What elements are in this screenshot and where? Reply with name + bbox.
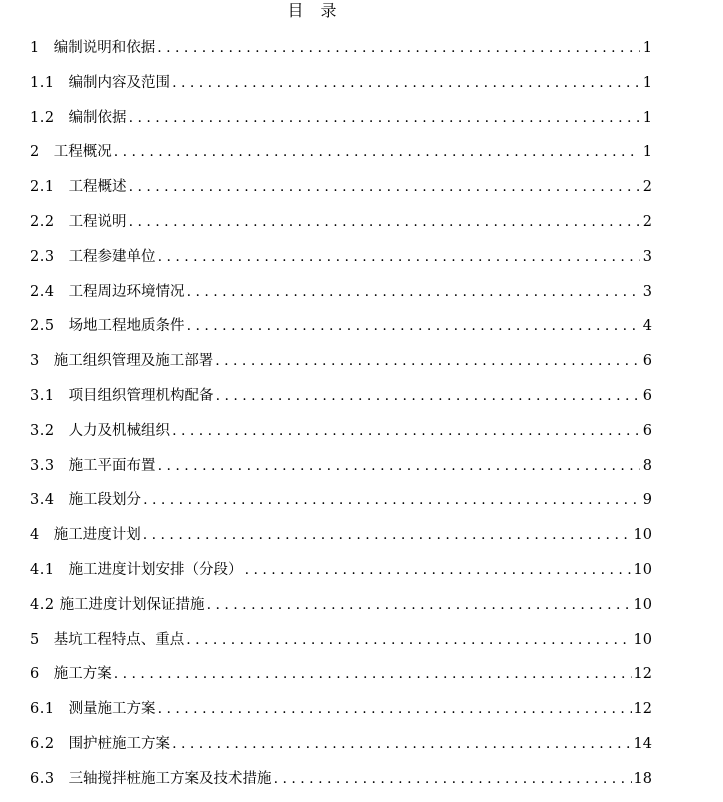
toc-entry[interactable] bbox=[30, 553, 652, 588]
toc-entry-page-number: 10 bbox=[633, 527, 652, 544]
toc-dot-leader bbox=[172, 66, 640, 101]
toc-entry-page-number: 3 bbox=[642, 283, 652, 300]
toc-entry-page-number: 4 bbox=[642, 318, 652, 335]
toc-entry[interactable] bbox=[30, 205, 652, 240]
toc-dot-leader bbox=[186, 623, 631, 658]
toc-dot-leader bbox=[129, 101, 640, 136]
toc-list bbox=[30, 31, 652, 797]
toc-entry[interactable] bbox=[30, 31, 652, 66]
toc-entry-label: 施工平面布置 bbox=[68, 457, 156, 474]
toc-dot-leader bbox=[129, 205, 640, 240]
toc-dot-leader bbox=[114, 135, 640, 170]
toc-entry[interactable] bbox=[30, 449, 652, 484]
toc-entry[interactable] bbox=[30, 170, 652, 205]
toc-entry[interactable] bbox=[30, 518, 652, 553]
toc-entry-number: 6 bbox=[30, 666, 40, 683]
toc-entry-label: 编制依据 bbox=[68, 109, 127, 126]
toc-entry-number: 4.1 bbox=[30, 561, 55, 578]
toc-entry[interactable] bbox=[30, 240, 652, 275]
toc-dot-leader bbox=[274, 762, 632, 797]
toc-entry[interactable] bbox=[30, 762, 652, 797]
toc-entry[interactable] bbox=[30, 692, 652, 727]
toc-entry-page-number: 2 bbox=[642, 213, 652, 230]
toc-entry-label: 工程参建单位 bbox=[68, 248, 156, 265]
toc-entry-page-number: 8 bbox=[642, 457, 652, 474]
toc-entry-page-number: 14 bbox=[633, 735, 652, 752]
toc-entry[interactable] bbox=[30, 483, 652, 518]
toc-dot-leader bbox=[245, 553, 632, 588]
toc-entry-label: 人力及机械组织 bbox=[68, 422, 171, 439]
toc-entry-number: 2.2 bbox=[30, 213, 55, 230]
toc-entry-number: 4 bbox=[30, 527, 40, 544]
toc-entry[interactable] bbox=[30, 275, 652, 310]
toc-entry-number: 1.2 bbox=[30, 109, 55, 126]
toc-entry-number: 6.1 bbox=[30, 701, 55, 718]
toc-dot-leader bbox=[129, 170, 640, 205]
toc-entry-number: 2.4 bbox=[30, 283, 55, 300]
toc-title: 目 录 bbox=[287, 1, 343, 20]
toc-dot-leader bbox=[187, 309, 640, 344]
toc-entry-page-number: 10 bbox=[633, 631, 652, 648]
toc-entry-number: 5 bbox=[30, 631, 40, 648]
toc-dot-leader bbox=[158, 692, 632, 727]
toc-entry[interactable] bbox=[30, 135, 652, 170]
toc-dot-leader bbox=[143, 518, 632, 553]
toc-entry[interactable] bbox=[30, 623, 652, 658]
toc-entry-label: 施工进度计划保证措施 bbox=[59, 596, 205, 613]
toc-entry-number: 2.1 bbox=[30, 179, 55, 196]
toc-entry-label: 施工进度计划 bbox=[53, 527, 141, 544]
toc-entry[interactable] bbox=[30, 414, 652, 449]
toc-dot-leader bbox=[187, 275, 640, 310]
toc-entry-page-number: 18 bbox=[633, 770, 652, 787]
toc-dot-leader bbox=[215, 344, 640, 379]
toc-entry[interactable] bbox=[30, 657, 652, 692]
toc-entry-label: 编制说明和依据 bbox=[53, 40, 156, 56]
toc-entry-number: 3.4 bbox=[30, 492, 55, 509]
toc-entry-number: 1 bbox=[30, 40, 40, 56]
toc-entry-label: 施工进度计划安排（分段） bbox=[68, 561, 243, 578]
toc-entry-page-number: 1 bbox=[642, 40, 652, 56]
toc-entry-label: 场地工程地质条件 bbox=[68, 318, 185, 335]
toc-entry-page-number: 9 bbox=[642, 492, 652, 509]
toc-entry-number: 2.5 bbox=[30, 318, 55, 335]
toc-entry[interactable] bbox=[30, 101, 652, 136]
toc-entry-label: 测量施工方案 bbox=[68, 701, 156, 718]
toc-entry-number: 3.2 bbox=[30, 422, 55, 439]
toc-entry-page-number: 1 bbox=[642, 144, 652, 161]
toc-entry[interactable] bbox=[30, 727, 652, 762]
toc-entry-label: 施工方案 bbox=[53, 666, 112, 683]
toc-entry[interactable] bbox=[30, 344, 652, 379]
toc-entry-number: 4.2 bbox=[30, 596, 55, 613]
toc-entry[interactable] bbox=[30, 66, 652, 101]
toc-dot-leader bbox=[158, 449, 640, 484]
toc-entry[interactable] bbox=[30, 588, 652, 623]
toc-entry-label: 工程概况 bbox=[53, 144, 112, 161]
toc-entry-label: 项目组织管理机构配备 bbox=[68, 387, 214, 404]
toc-entry-page-number: 1 bbox=[642, 109, 652, 126]
toc-entry-page-number: 10 bbox=[633, 596, 652, 613]
toc-entry-page-number: 1 bbox=[642, 74, 652, 91]
toc-entry-number: 1.1 bbox=[30, 74, 55, 91]
toc-entry-page-number: 12 bbox=[633, 701, 652, 718]
toc-entry-page-number: 2 bbox=[642, 179, 652, 196]
toc-entry-number: 3.3 bbox=[30, 457, 55, 474]
toc-entry-page-number: 6 bbox=[642, 353, 652, 370]
toc-entry-page-number: 6 bbox=[642, 387, 652, 404]
toc-entry-label: 工程说明 bbox=[68, 213, 127, 230]
toc-entry-number: 3 bbox=[30, 353, 40, 370]
toc-dot-leader bbox=[172, 727, 631, 762]
toc-dot-leader bbox=[114, 657, 632, 692]
toc-dot-leader bbox=[216, 379, 640, 414]
toc-dot-leader bbox=[207, 588, 632, 623]
toc-entry-number: 6.3 bbox=[30, 770, 55, 787]
toc-entry-label: 围护桩施工方案 bbox=[68, 735, 171, 752]
toc-entry-label: 编制内容及范围 bbox=[68, 74, 171, 91]
toc-entry-number: 2 bbox=[30, 144, 40, 161]
toc-dot-leader bbox=[143, 483, 640, 518]
toc-entry-label: 三轴搅拌桩施工方案及技术措施 bbox=[68, 770, 272, 787]
toc-entry-number: 2.3 bbox=[30, 248, 55, 265]
toc-entry-label: 基坑工程特点、重点 bbox=[53, 631, 185, 648]
toc-entry-label: 施工组织管理及施工部署 bbox=[53, 353, 214, 370]
toc-dot-leader bbox=[172, 414, 640, 449]
toc-entry-label: 施工段划分 bbox=[68, 492, 142, 509]
toc-entry-number: 6.2 bbox=[30, 735, 55, 752]
toc-entry[interactable] bbox=[30, 309, 652, 344]
toc-entry-page-number: 6 bbox=[642, 422, 652, 439]
toc-entry-label: 工程周边环境情况 bbox=[68, 283, 185, 300]
toc-entry-page-number: 10 bbox=[633, 561, 652, 578]
toc-dot-leader bbox=[157, 31, 640, 66]
toc-entry-page-number: 3 bbox=[642, 248, 652, 265]
toc-entry-number: 3.1 bbox=[30, 387, 55, 404]
toc-entry[interactable] bbox=[30, 379, 652, 414]
toc-dot-leader bbox=[158, 240, 640, 275]
toc-entry-label: 工程概述 bbox=[68, 179, 127, 196]
toc-entry-page-number: 12 bbox=[633, 666, 652, 683]
